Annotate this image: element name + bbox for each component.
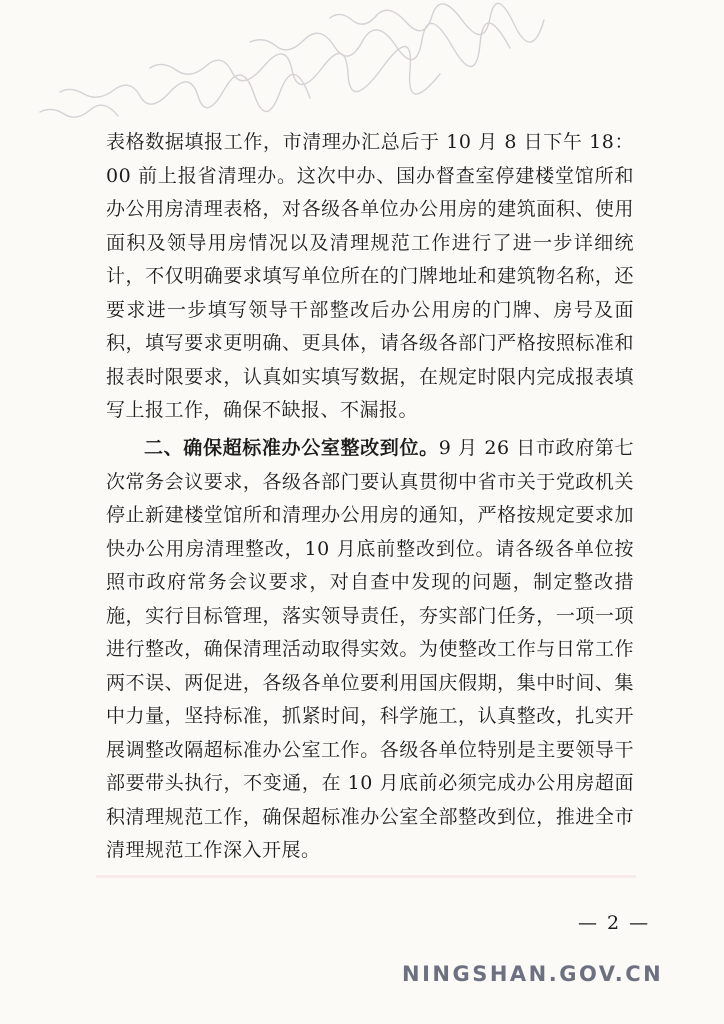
section-two-heading: 二、确保超标准办公室整改到位。 bbox=[144, 437, 439, 459]
paragraph-continuation: 表格数据填报工作，市清理办汇总后于 10 月 8 日下午 18：00 前上报省清理办。这次中办、国办督查室停建楼堂馆所和办公用房清理表格，对各级各单位办公用房的建筑面积、使用面积及领导用房情况以及清理规范工作进行了进一步详细统计，不仅明确要求填写单位所在的门牌地址和建筑物名称，还要求进一步填写领导干部整改后办公用房的门牌、房号及面积，填写要求更明确、更具体，请各级各部门严格按照标准和报表时限要求，认真如实填写数据，在规定时限内完成报表填写上报工作，确保不缺报、不漏报。 bbox=[106, 131, 634, 421]
page-number: — 2 — bbox=[578, 912, 651, 934]
section-two-body: 9 月 26 日市政府第七次常务会议要求，各级各部门要认真贯彻中省市关于党政机关停止新建楼堂馆所和清理办公用房的通知，严格按规定要求加快办公用房清理整改，10 月底前整改到位。请各级各单位按照市政府常务会议要求，对自查中发现的问题，制定整改措施，实行目标管理，落实领导责任，夯实部门任务，一项一项进行整改，确保清理活动取得实效。为使整改工作与日常工作两不误、两促进，各级各单位要利用国庆假期，集中时间、集中力量，坚持标准，抓紧时间，科学施工，认真整改，扎实开展调整改隔超标准办公室工作。各级各单位特别是主要领导干部要带头执行，不变通，在 10 月底前必须完成办公用房超面积清理规范工作，确保超标准办公室全部整改到位，推进全市清理规范工作深入开展。 bbox=[106, 437, 634, 861]
bleed-through-red-line bbox=[96, 875, 636, 878]
bleed-through-handwriting bbox=[0, 0, 724, 130]
site-watermark: NINGSHAN.GOV.CN bbox=[402, 962, 664, 986]
section-two-paragraph bbox=[106, 432, 634, 868]
